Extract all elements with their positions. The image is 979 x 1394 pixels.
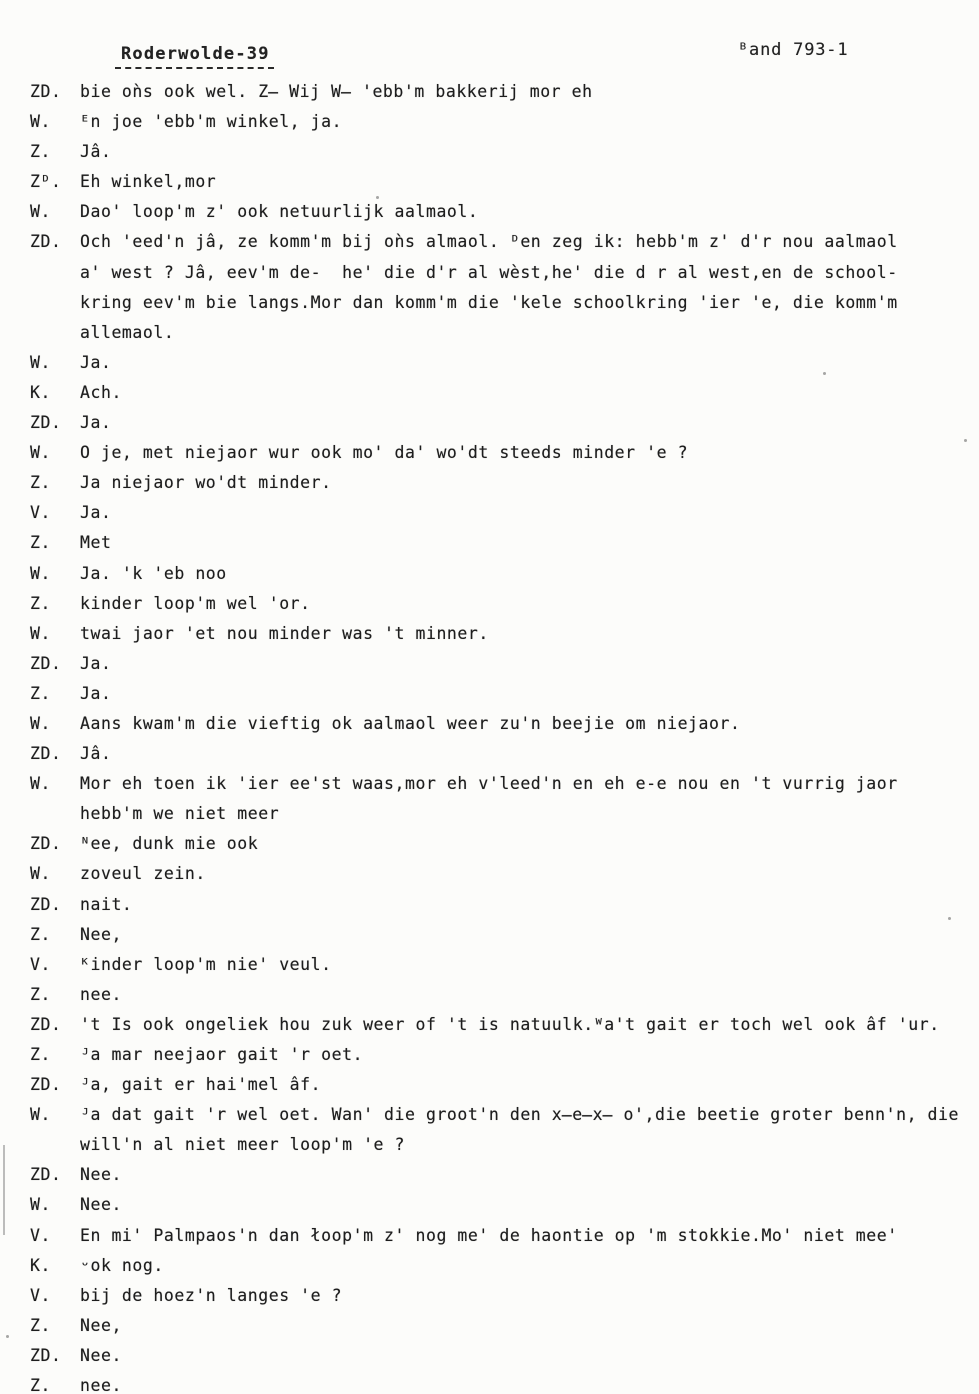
scan-speckle [964,439,967,442]
dialogue-row [30,112,977,142]
dialogue-row [30,413,977,443]
dialogue-text: bie oǹs ook wel. Z̶ Wij W̶ 'ebb'm bakkerij mor eh [80,82,593,101]
speaker-label: W. [30,443,51,463]
dialogue-text: nee. [80,1376,122,1394]
speaker-label: Z. [30,593,51,613]
speaker-label: W. [30,774,51,794]
speaker-label: Z. [30,1315,51,1335]
dialogue-row [30,503,977,533]
speaker-label: W. [30,112,51,132]
dialogue-text: Ja. [80,683,112,703]
scan-speckle [376,196,379,199]
dialogue-row [30,1165,977,1195]
speaker-label: Z. [30,473,51,493]
dialogue-row [30,864,977,894]
dialogue-row [30,202,977,232]
speaker-label: Z. [30,984,51,1004]
speaker-label: ZD. [30,413,62,433]
speaker-label: ZD. [30,834,62,854]
speaker-label: W. [30,1195,51,1215]
scan-margin-mark [3,1145,5,1235]
dialogue-text: Nee. [80,1345,122,1365]
dialogue-row [30,142,977,172]
dialogue-text: nait. [80,894,133,914]
speaker-label: W. [30,563,51,583]
dialogue-row [30,1135,977,1165]
speaker-label: Zᴰ. [30,172,62,192]
dialogue-text: hebb'm we niet meer [80,804,280,824]
speaker-label: ZD. [30,1075,62,1095]
speaker-label: V. [30,1285,51,1305]
dialogue-text: ᴺee, dunk mie ook [80,834,259,854]
dialogue-row [30,473,977,503]
dialogue-row [30,714,977,744]
dialogue-text: ᴶa dat gait 'r wel oet. Wan' die groot'n den x̶e̶x̶ o',die beetie groter benn'n, die [80,1105,959,1125]
dialogue-text: En mi' Palmpaos'n dan łoop'm z' nog me' de haontie op 'm stokkie.Mo' niet mee' [80,1225,898,1245]
dialogue-row [30,564,977,594]
dialogue-text: Jâ. [80,142,112,162]
dialogue-text: Jâ. [80,744,112,764]
dialogue-text: Nee. [80,1165,122,1185]
dialogue-text: allemaol. [80,322,175,342]
dialogue-text: Aans kwam'm die vieftig ok aalmaol weer zu'n beejie om niejaor. [80,713,741,733]
dialogue-text: Ja. [80,413,112,433]
dialogue-row [30,1256,977,1286]
speaker-label: Z. [30,924,51,944]
speaker-label: V. [30,1225,51,1245]
speaker-label: W. [30,864,51,884]
dialogue-text: Dao' loop'm z' ook netuurlijk aalmaol. [80,202,479,222]
speaker-label: Z. [30,142,51,162]
dialogue-text: twai jaor 'et nou minder was 't minner. [80,623,489,643]
speaker-label: ZD. [30,653,62,673]
dialogue-row [30,624,977,654]
dialogue-row [30,925,977,955]
scan-speckle [948,917,951,920]
dialogue-row [30,955,977,985]
dialogue-row [30,1045,977,1075]
dialogue-text: Nee. [80,1195,122,1215]
dialogue-row [30,1226,977,1256]
dialogue-row [30,353,977,383]
dialogue-row [30,985,977,1015]
scan-speckle [6,1335,9,1338]
dialogue-row [30,684,977,714]
dialogue-row [30,1105,977,1135]
speaker-label: Z. [30,533,51,553]
dialogue-row [30,232,977,262]
dialogue-text: will'n al niet meer loop'm 'e ? [80,1135,405,1155]
speaker-label: ZD. [30,1014,62,1034]
dialogue-row [30,172,977,202]
dialogue-row [30,804,977,834]
speaker-label: ZD. [30,894,62,914]
dialogue-text: Och 'eed'n jâ, ze komm'm bij oǹs almaol. ᴰen zeg ik: hebb'm z' d'r nou aalmaol [80,232,898,252]
dialogue-row [30,82,977,112]
speaker-label: ZD. [30,744,62,764]
dialogue-row [30,834,977,864]
speaker-label: ZD. [30,232,62,252]
dialogue-text: Ja. [80,653,112,673]
dialogue-text: bij de hoez'n langes 'e ? [80,1285,343,1305]
dialogue-row [30,654,977,684]
dialogue-text: O je, met niejaor wur ook mo' da' wo'dt steeds minder 'e ? [80,443,689,463]
dialogue-row [30,1195,977,1225]
page-header [0,0,979,80]
dialogue-row [30,263,977,293]
speaker-label: W. [30,713,51,733]
speaker-label: ZD. [30,82,62,101]
dialogue-row [30,1015,977,1045]
dialogue-text: Eh winkel,mor [80,172,217,192]
dialogue-text: ᴶa, gait er hai'mel âf. [80,1075,322,1095]
dialogue-row [30,443,977,473]
dialogue-text: Met [80,533,112,553]
dialogue-row [30,323,977,353]
dialogue-row [30,744,977,774]
dialogue-text: Ach. [80,382,122,402]
scan-speckle [823,372,826,375]
dialogue-text: ᵕok nog. [80,1255,164,1275]
band-reference: ᴮand 793-1 [738,40,849,60]
dialogue-text: Ja. [80,352,112,372]
speaker-label: V. [30,503,51,523]
dialogue-row [30,1376,977,1394]
dialogue-text: a' west ? Jâ, eev'm de- he' die d'r al wèst,he' die d r al west,en de school- [80,262,898,282]
speaker-label: ZD. [30,1345,62,1365]
dialogue-text: Ja. [80,503,112,523]
dialogue-row [30,533,977,563]
speaker-label: W. [30,623,51,643]
dialogue-row [30,383,977,413]
dialogue-text: nee. [80,984,122,1004]
speaker-label: W. [30,352,51,372]
dialogue-text: ᴶa mar neejaor gait 'r oet. [80,1045,364,1064]
dialogue-text: Nee, [80,924,122,944]
speaker-label: Z. [30,683,51,703]
dialogue-row [30,1286,977,1316]
dialogue-row [30,774,977,804]
dialogue-text: kinder loop'm wel 'or. [80,593,311,613]
speaker-label: K. [30,1255,51,1275]
speaker-label: W. [30,1105,51,1125]
dialogue-text: zoveul zein. [80,864,206,884]
dialogue-text: 't Is ook ongeliek hou zuk weer of 't is natuulk.ᵂa't gait er toch wel ook âf 'ur. [80,1014,940,1034]
speaker-label: V. [30,954,51,974]
dialogue-text: ᴱn joe 'ebb'm winkel, ja. [80,112,343,132]
dialogue-text: Mor eh toen ik 'ier ee'st waas,mor eh v'leed'n en eh e-e nou en 't vurrig jaor [80,774,898,794]
dialogue-text: kring eev'm bie langs.Mor dan komm'm die 'kele schoolkring 'ier 'e, die komm'm [80,292,898,312]
dialogue-text: ᴷinder loop'm nie' veul. [80,954,332,974]
speaker-label: Z. [30,1045,51,1064]
dialogue-row [30,895,977,925]
page-title: Roderwolde-39 [115,44,274,69]
dialogue-text: Ja niejaor wo'dt minder. [80,473,332,493]
dialogue-row [30,1316,977,1346]
speaker-label: Z. [30,1376,51,1394]
dialogue-row [30,293,977,323]
dialogue-row [30,594,977,624]
dialogue-transcript [30,82,977,1394]
speaker-label: K. [30,382,51,402]
speaker-label: ZD. [30,1165,62,1185]
speaker-label: W. [30,202,51,222]
dialogue-text: Ja. 'k 'eb noo [80,563,227,583]
dialogue-row [30,1075,977,1105]
dialogue-row [30,1346,977,1376]
dialogue-text: Nee, [80,1315,122,1335]
